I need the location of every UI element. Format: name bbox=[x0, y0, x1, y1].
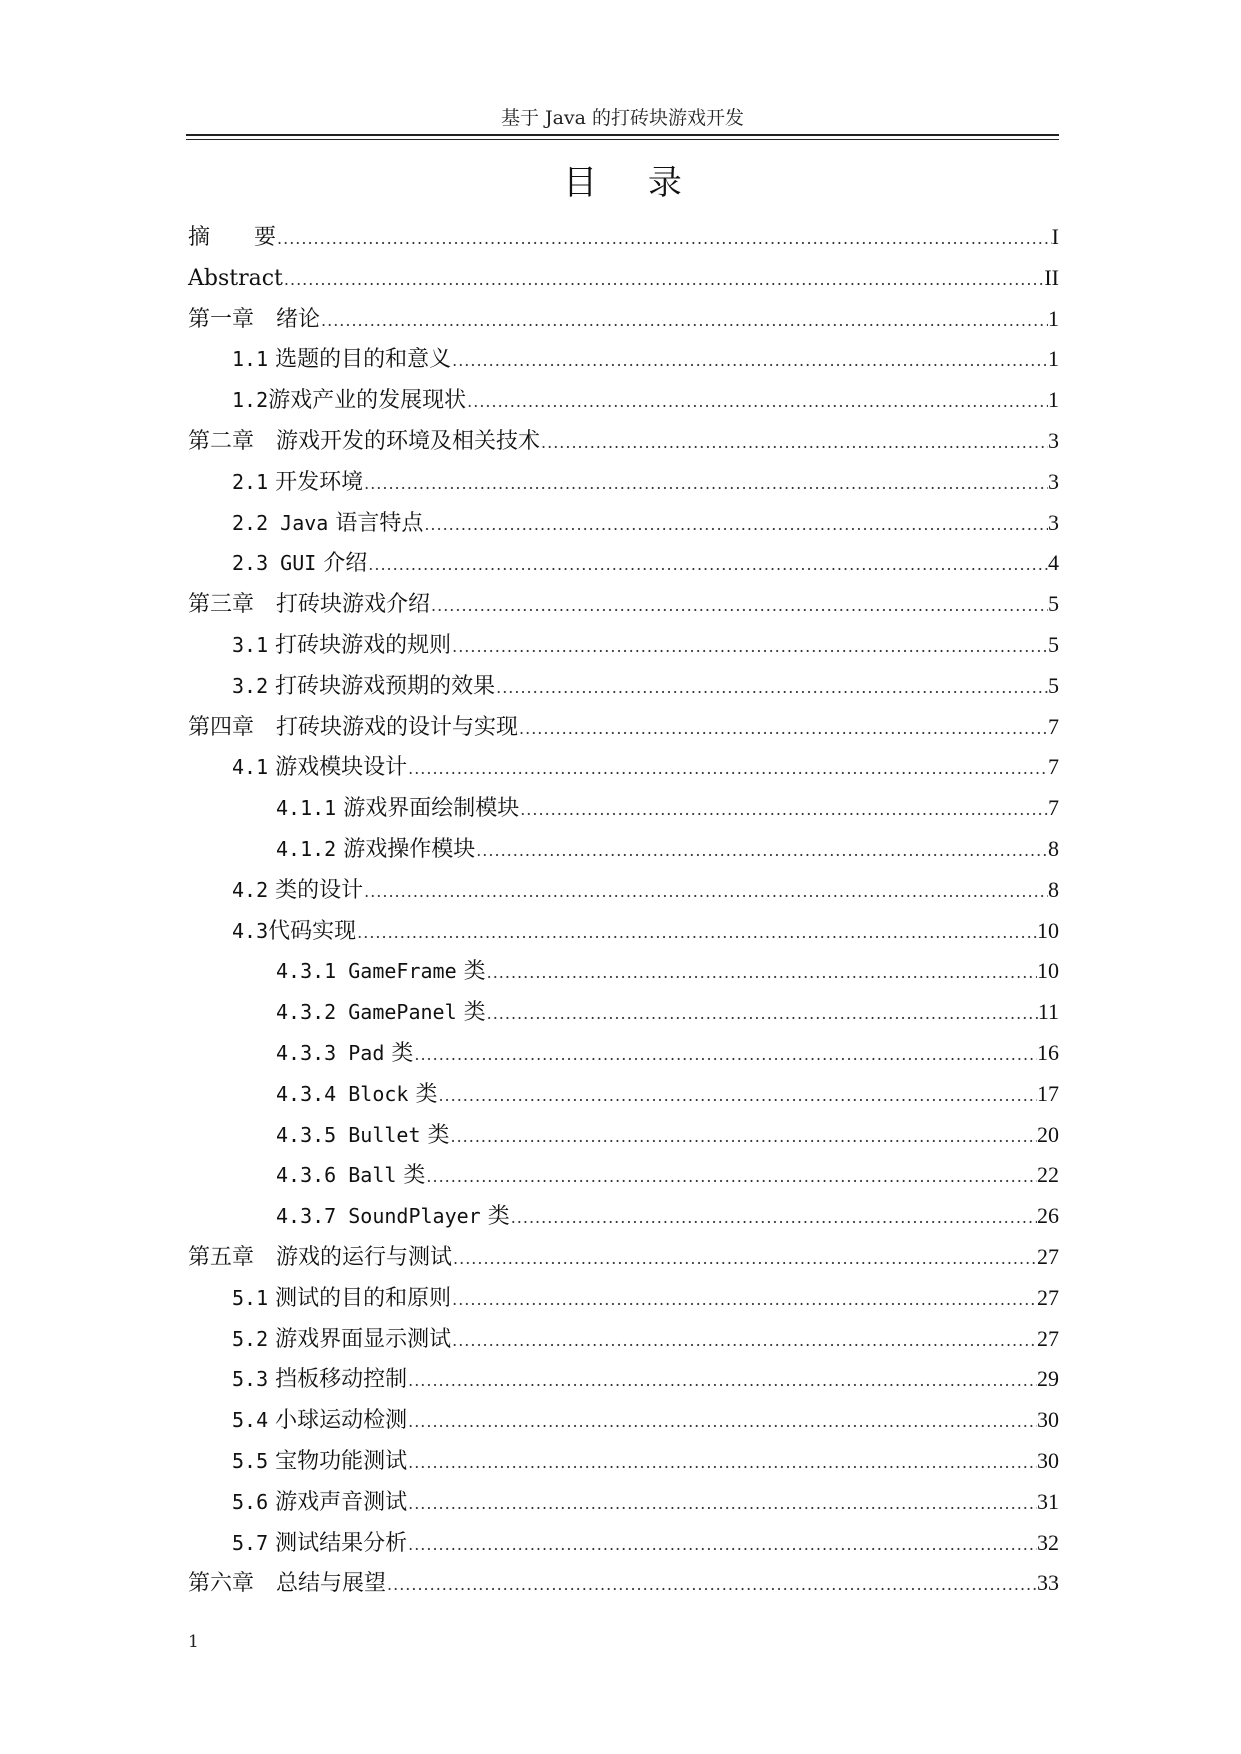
toc-entry-number: 5.2 bbox=[232, 1326, 269, 1351]
toc-entry-text: 介绍 bbox=[316, 551, 368, 577]
toc-entry-page: 8 bbox=[1048, 835, 1059, 861]
toc-entry-label bbox=[232, 1278, 451, 1319]
toc-entry-text: 测试的目的和原则 bbox=[268, 1285, 452, 1311]
toc-entry-label bbox=[188, 585, 430, 625]
toc-dot-leader bbox=[495, 668, 1048, 708]
toc-entry-label bbox=[276, 1155, 425, 1196]
toc-entry[interactable] bbox=[188, 421, 1059, 462]
toc-entry-text: 摘 要 bbox=[188, 225, 277, 250]
toc-entry-number: 4.2 bbox=[232, 877, 269, 902]
toc-dot-leader bbox=[423, 505, 1048, 545]
toc-entry-page: 3 bbox=[1048, 509, 1059, 535]
toc-entry-text: 打砖块游戏的规则 bbox=[268, 632, 452, 658]
toc-entry-page: 26 bbox=[1037, 1203, 1059, 1229]
toc-entry-label bbox=[276, 788, 519, 829]
toc-entry[interactable] bbox=[188, 1482, 1059, 1523]
toc-entry[interactable] bbox=[188, 462, 1059, 503]
toc-entry-page: 7 bbox=[1048, 795, 1059, 821]
toc-entry[interactable] bbox=[188, 870, 1059, 911]
toc-dot-leader bbox=[519, 790, 1048, 830]
toc-entry-page: 4 bbox=[1048, 550, 1059, 576]
toc-entry-label bbox=[188, 300, 320, 340]
toc-entry-text: 游戏声音测试 bbox=[268, 1489, 408, 1515]
toc-entry[interactable] bbox=[188, 1237, 1059, 1278]
toc-dot-leader bbox=[283, 260, 1044, 300]
toc-entry-number: 4.3.7 SoundPlayer bbox=[276, 1204, 481, 1229]
toc-entry-number: 4.3.3 Pad bbox=[276, 1040, 385, 1065]
toc-dot-leader bbox=[451, 341, 1048, 381]
toc-entry-page: 3 bbox=[1048, 468, 1059, 494]
toc-entry-page: 1 bbox=[1048, 305, 1059, 331]
toc-entry-text: 第四章 打砖块游戏的设计与实现 bbox=[188, 714, 519, 740]
toc-entry-label bbox=[232, 339, 451, 380]
toc-entry-number: 2.1 bbox=[232, 469, 269, 494]
toc-dot-leader bbox=[407, 1443, 1037, 1483]
toc-entry-label bbox=[232, 625, 451, 666]
toc-dot-leader bbox=[407, 1484, 1037, 1524]
toc-entry-text: 选题的目的和意义 bbox=[268, 347, 452, 373]
toc-dot-leader bbox=[450, 1117, 1038, 1157]
toc-entry-label bbox=[232, 1359, 407, 1400]
toc-entry-text: 小球运动检测 bbox=[268, 1408, 408, 1434]
toc-entry-page: 29 bbox=[1037, 1366, 1059, 1392]
toc-entry-text: 游戏产业的发展现状 bbox=[268, 388, 467, 414]
toc-entry-label bbox=[232, 462, 363, 503]
toc-entry[interactable] bbox=[188, 829, 1059, 870]
toc-entry-page: 5 bbox=[1048, 631, 1059, 657]
toc-dot-leader bbox=[451, 1280, 1037, 1320]
toc-entry-text: 第五章 游戏的运行与测试 bbox=[188, 1244, 453, 1270]
toc-entry-page: 8 bbox=[1048, 876, 1059, 902]
toc-entry-page: 17 bbox=[1037, 1080, 1059, 1106]
toc-entry-page: 1 bbox=[1048, 346, 1059, 372]
toc-entry[interactable] bbox=[188, 584, 1059, 625]
toc-entry-page: 30 bbox=[1037, 1407, 1059, 1433]
toc-entry-text: 测试结果分析 bbox=[268, 1530, 408, 1556]
toc-dot-leader bbox=[363, 464, 1048, 504]
toc-entry-text: 游戏界面绘制模块 bbox=[336, 796, 520, 822]
toc-entry-page: 1 bbox=[1048, 387, 1059, 413]
toc-dot-leader bbox=[451, 1321, 1037, 1361]
toc-entry[interactable] bbox=[188, 503, 1059, 544]
toc-entry-page: 20 bbox=[1037, 1121, 1059, 1147]
toc-dot-leader bbox=[320, 301, 1048, 341]
toc-entry-number: 5.4 bbox=[232, 1408, 269, 1433]
toc-entry-label bbox=[188, 422, 540, 462]
table-of-contents bbox=[188, 217, 1059, 1604]
toc-entry-label bbox=[188, 218, 276, 258]
toc-entry[interactable] bbox=[188, 299, 1059, 340]
toc-entry[interactable] bbox=[188, 1155, 1059, 1196]
toc-entry-text: 第六章 总结与展望 bbox=[188, 1571, 387, 1597]
toc-entry-label bbox=[276, 1033, 413, 1074]
toc-entry-page: 3 bbox=[1048, 427, 1059, 453]
toc-dot-leader bbox=[425, 1157, 1037, 1197]
toc-entry-number: 4.1.2 bbox=[276, 836, 337, 861]
toc-entry[interactable] bbox=[188, 1074, 1059, 1115]
toc-dot-leader bbox=[276, 219, 1052, 259]
toc-entry-number: 4.3.1 GameFrame bbox=[276, 959, 457, 984]
toc-entry-page: 10 bbox=[1037, 917, 1059, 943]
toc-entry[interactable] bbox=[188, 788, 1059, 829]
toc-dot-leader bbox=[407, 1525, 1037, 1565]
toc-entry[interactable] bbox=[188, 1523, 1059, 1564]
toc-dot-leader bbox=[475, 831, 1048, 871]
toc-entry-number: 1.1 bbox=[232, 347, 269, 372]
toc-entry-number: 5.7 bbox=[232, 1530, 269, 1555]
toc-entry-page: 33 bbox=[1037, 1570, 1059, 1596]
toc-entry-label bbox=[232, 666, 495, 707]
toc-entry-label bbox=[188, 259, 283, 299]
toc-entry[interactable] bbox=[188, 258, 1059, 299]
toc-dot-leader bbox=[452, 1239, 1037, 1279]
toc-entry[interactable] bbox=[188, 747, 1059, 788]
toc-dot-leader bbox=[367, 545, 1048, 585]
toc-entry-label bbox=[232, 911, 356, 952]
toc-entry-number: 5.5 bbox=[232, 1448, 269, 1473]
toc-dot-leader bbox=[437, 1076, 1037, 1116]
toc-dot-leader bbox=[363, 872, 1048, 912]
toc-entry[interactable] bbox=[188, 625, 1059, 666]
toc-entry[interactable] bbox=[188, 1033, 1059, 1074]
toc-entry-page: 7 bbox=[1048, 754, 1059, 780]
toc-entry[interactable] bbox=[188, 1196, 1059, 1237]
toc-entry-label bbox=[232, 1523, 407, 1564]
toc-dot-leader bbox=[413, 1035, 1037, 1075]
toc-entry-text: 类 bbox=[420, 1122, 450, 1148]
toc-dot-leader bbox=[486, 994, 1038, 1034]
toc-dot-leader bbox=[430, 586, 1048, 626]
toc-entry[interactable] bbox=[188, 217, 1059, 258]
toc-entry-label bbox=[232, 1400, 407, 1441]
toc-entry-page: 16 bbox=[1037, 1039, 1059, 1065]
toc-dot-leader bbox=[518, 709, 1048, 749]
toc-entry-number: 4.3.6 Ball bbox=[276, 1163, 397, 1188]
toc-dot-leader bbox=[486, 953, 1037, 993]
toc-dot-leader bbox=[407, 749, 1048, 789]
toc-entry-number: 5.6 bbox=[232, 1489, 269, 1514]
toc-entry-page: 27 bbox=[1037, 1243, 1059, 1269]
toc-entry-label bbox=[232, 870, 363, 911]
toc-entry-label bbox=[276, 951, 486, 992]
toc-entry[interactable] bbox=[188, 1115, 1059, 1156]
toc-entry-label bbox=[188, 1564, 386, 1604]
toc-dot-leader bbox=[540, 423, 1048, 463]
toc-entry-text: 开发环境 bbox=[268, 469, 364, 495]
toc-entry[interactable] bbox=[188, 1563, 1059, 1604]
toc-entry-text: 挡板移动控制 bbox=[268, 1367, 408, 1393]
toc-entry[interactable] bbox=[188, 911, 1059, 952]
toc-dot-leader bbox=[510, 1198, 1037, 1238]
toc-entry-page: 11 bbox=[1037, 999, 1059, 1025]
toc-entry-text: 游戏模块设计 bbox=[268, 755, 408, 781]
toc-entry-label bbox=[276, 1115, 450, 1156]
toc-entry-label bbox=[232, 1482, 407, 1523]
toc-entry-label bbox=[188, 1238, 452, 1278]
toc-entry-number: 4.3 bbox=[232, 918, 269, 943]
toc-entry-text: 类的设计 bbox=[268, 877, 364, 903]
toc-entry-text: 游戏操作模块 bbox=[336, 836, 476, 862]
toc-entry-label bbox=[232, 747, 407, 788]
toc-entry-number: 3.1 bbox=[232, 632, 269, 657]
toc-entry[interactable] bbox=[188, 1278, 1059, 1319]
toc-entry-text: 打砖块游戏预期的效果 bbox=[268, 673, 496, 699]
toc-entry[interactable] bbox=[188, 707, 1059, 748]
toc-entry-page: II bbox=[1044, 264, 1059, 290]
toc-entry-label bbox=[232, 380, 466, 421]
toc-entry-number: 4.3.4 Block bbox=[276, 1081, 409, 1106]
toc-entry-label bbox=[232, 1441, 407, 1482]
toc-entry-text: 语言特点 bbox=[328, 510, 424, 536]
toc-entry-text: 第三章 打砖块游戏介绍 bbox=[188, 592, 431, 618]
toc-entry-page: 10 bbox=[1037, 958, 1059, 984]
toc-entry-number: 4.1.1 bbox=[276, 796, 337, 821]
toc-dot-leader bbox=[356, 913, 1037, 953]
toc-entry-label bbox=[232, 1319, 451, 1360]
toc-entry-number: 2.3 GUI bbox=[232, 551, 317, 576]
toc-entry-label bbox=[232, 503, 423, 544]
page-number: 1 bbox=[188, 1632, 199, 1652]
toc-dot-leader bbox=[407, 1402, 1037, 1442]
toc-entry-page: 27 bbox=[1037, 1284, 1059, 1310]
toc-entry-text: 类 bbox=[480, 1204, 510, 1230]
toc-title: 目 录 bbox=[563, 163, 702, 203]
toc-entry-page: 22 bbox=[1037, 1162, 1059, 1188]
toc-entry-label bbox=[276, 1074, 437, 1115]
toc-entry-text: 第一章 绪论 bbox=[188, 306, 321, 332]
toc-entry[interactable] bbox=[188, 1319, 1059, 1360]
toc-dot-leader bbox=[451, 627, 1048, 667]
toc-entry-page: 32 bbox=[1037, 1529, 1059, 1555]
toc-entry-page: 5 bbox=[1048, 591, 1059, 617]
toc-entry[interactable] bbox=[188, 1441, 1059, 1482]
toc-entry-number: 2.2 Java bbox=[232, 510, 329, 535]
toc-entry[interactable] bbox=[188, 951, 1059, 992]
toc-entry-text: 宝物功能测试 bbox=[268, 1448, 408, 1474]
toc-entry[interactable] bbox=[188, 1400, 1059, 1441]
header-rule-thick bbox=[186, 134, 1059, 136]
toc-dot-leader bbox=[407, 1361, 1037, 1401]
toc-entry-page: 27 bbox=[1037, 1325, 1059, 1351]
toc-entry-label bbox=[276, 992, 486, 1033]
toc-entry-page: I bbox=[1051, 224, 1059, 249]
toc-entry-text: 类 bbox=[396, 1163, 426, 1189]
toc-entry-number: 5.3 bbox=[232, 1367, 269, 1392]
toc-dot-leader bbox=[466, 382, 1048, 422]
toc-entry-number: 3.2 bbox=[232, 673, 269, 698]
toc-entry[interactable] bbox=[188, 380, 1059, 421]
toc-dot-leader bbox=[386, 1565, 1037, 1605]
toc-entry[interactable] bbox=[188, 543, 1059, 584]
toc-entry[interactable] bbox=[188, 666, 1059, 707]
toc-entry-label bbox=[276, 1196, 510, 1237]
running-header: 基于 Java 的打砖块游戏开发 bbox=[500, 107, 745, 129]
toc-entry-number: 4.3.5 Bullet bbox=[276, 1122, 421, 1147]
toc-entry[interactable] bbox=[188, 1359, 1059, 1400]
toc-entry-label bbox=[188, 708, 518, 748]
header-rule-thin bbox=[186, 139, 1059, 140]
toc-entry-page: 7 bbox=[1048, 713, 1059, 739]
toc-entry-number: 4.3.2 GamePanel bbox=[276, 1000, 457, 1025]
toc-entry-text: 游戏界面显示测试 bbox=[268, 1326, 452, 1352]
toc-entry-text: Abstract bbox=[188, 265, 283, 291]
toc-entry[interactable] bbox=[188, 339, 1059, 380]
toc-entry-text: 类 bbox=[408, 1081, 438, 1107]
toc-entry-page: 5 bbox=[1048, 672, 1059, 698]
toc-entry-label bbox=[232, 543, 367, 584]
toc-entry[interactable] bbox=[188, 992, 1059, 1033]
toc-entry-text: 类 bbox=[384, 1040, 414, 1066]
toc-entry-text: 类 bbox=[456, 959, 486, 985]
toc-entry-text: 类 bbox=[456, 1000, 486, 1026]
toc-entry-page: 31 bbox=[1037, 1488, 1059, 1514]
toc-entry-label bbox=[276, 829, 475, 870]
toc-entry-page: 30 bbox=[1037, 1447, 1059, 1473]
toc-entry-number: 1.2 bbox=[232, 388, 269, 413]
toc-entry-number: 4.1 bbox=[232, 755, 269, 780]
toc-entry-text: 第二章 游戏开发的环境及相关技术 bbox=[188, 428, 541, 454]
toc-entry-number: 5.1 bbox=[232, 1285, 269, 1310]
toc-entry-text: 代码实现 bbox=[268, 918, 357, 944]
